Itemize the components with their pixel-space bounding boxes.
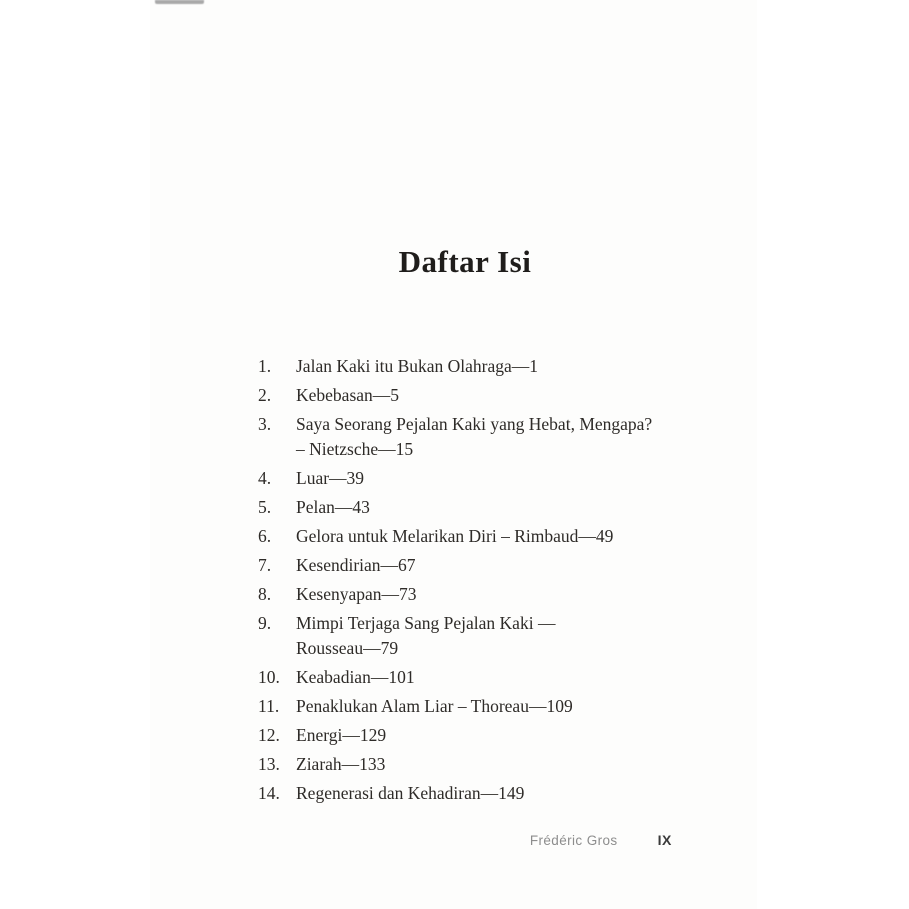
entry-line: Mimpi Terjaga Sang Pejalan Kaki — bbox=[296, 613, 556, 633]
entry-title bbox=[296, 466, 676, 491]
entry-number: 8. bbox=[258, 584, 272, 604]
entry-line: Jalan Kaki itu Bukan Olahraga—1 bbox=[296, 356, 539, 376]
entry-title bbox=[296, 495, 676, 520]
entry-number: 7. bbox=[258, 555, 272, 575]
entry-title bbox=[296, 752, 676, 777]
entry-line: Keabadian—101 bbox=[296, 667, 415, 687]
toc-entry bbox=[258, 524, 676, 549]
entry-title bbox=[296, 412, 676, 462]
entry-line: Luar—39 bbox=[296, 468, 365, 488]
entry-line: Pelan—43 bbox=[296, 497, 370, 517]
toc-entry bbox=[258, 752, 676, 777]
entry-number: 6. bbox=[258, 526, 272, 546]
footer-author-name: Frédéric Gros bbox=[529, 833, 618, 848]
entry-number: 9. bbox=[258, 613, 272, 633]
toc-entry bbox=[258, 466, 676, 491]
entry-number: 3. bbox=[258, 414, 272, 434]
toc-entry bbox=[258, 383, 676, 408]
entry-title bbox=[296, 582, 676, 607]
entry-number: 4. bbox=[258, 468, 272, 488]
toc-entry bbox=[258, 611, 676, 661]
entry-number: 10. bbox=[258, 667, 280, 687]
toc-entry bbox=[258, 781, 676, 806]
entry-title bbox=[296, 354, 676, 379]
entry-line: Kebebasan—5 bbox=[296, 385, 400, 405]
entry-number: 1. bbox=[258, 356, 272, 376]
toc-entry bbox=[258, 553, 676, 578]
toc-entry bbox=[258, 694, 676, 719]
entry-number: 13. bbox=[258, 754, 280, 774]
entry-number: 2. bbox=[258, 385, 272, 405]
entry-line: Energi—129 bbox=[296, 725, 387, 745]
entry-title bbox=[296, 383, 676, 408]
screenshot-crop-artifact bbox=[155, 0, 204, 4]
entry-title bbox=[296, 781, 676, 806]
entry-line: Kesendirian—67 bbox=[296, 555, 416, 575]
entry-line: Regenerasi dan Kehadiran—149 bbox=[296, 783, 525, 803]
toc-entry bbox=[258, 582, 676, 607]
toc-entry bbox=[258, 665, 676, 690]
entry-number: 5. bbox=[258, 497, 272, 517]
page-title: Daftar Isi bbox=[398, 244, 532, 279]
entry-title bbox=[296, 611, 676, 661]
entry-number: 12. bbox=[258, 725, 280, 745]
entry-line: Rousseau—79 bbox=[296, 638, 399, 658]
toc-entry bbox=[258, 495, 676, 520]
entry-title bbox=[296, 553, 676, 578]
entry-number: 11. bbox=[258, 696, 280, 716]
entry-title bbox=[296, 665, 676, 690]
entry-line: Gelora untuk Melarikan Diri – Rimbaud—49 bbox=[296, 526, 614, 546]
toc-entry bbox=[258, 354, 676, 379]
page-footer bbox=[258, 832, 672, 848]
entry-title bbox=[296, 524, 676, 549]
entry-line: Ziarah—133 bbox=[296, 754, 386, 774]
entry-title bbox=[296, 694, 676, 719]
footer-page-number: IX bbox=[657, 832, 672, 848]
entry-line: – Nietzsche—15 bbox=[296, 439, 414, 459]
entry-line: Kesenyapan—73 bbox=[296, 584, 417, 604]
entry-number: 14. bbox=[258, 783, 280, 803]
entry-line: Saya Seorang Pejalan Kaki yang Hebat, Mengapa? bbox=[296, 414, 653, 434]
entry-title bbox=[296, 723, 676, 748]
table-of-contents bbox=[258, 354, 676, 810]
toc-entry bbox=[258, 412, 676, 462]
entry-line: Penaklukan Alam Liar – Thoreau—109 bbox=[296, 696, 573, 716]
toc-entry bbox=[258, 723, 676, 748]
